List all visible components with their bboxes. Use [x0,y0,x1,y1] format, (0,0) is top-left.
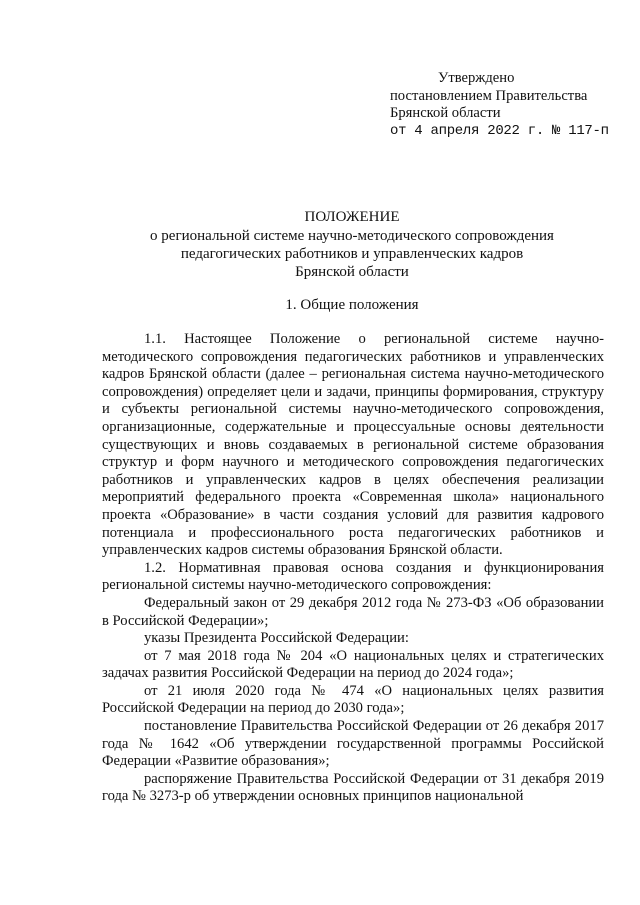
approval-stamp [390,70,609,140]
body-paragraph: распоряжение Правительства Российской Федерации от 31 декабря 2019 года № 3273-р об утверждении основных принципов национальной [102,770,604,805]
approval-line: Брянской области [390,105,501,121]
title-subline: Брянской области [295,264,409,280]
body-paragraph: от 21 июля 2020 года № 474 «О национальных целях развития Российской Федерации на период до 2030 года»; [102,682,604,717]
document-title [100,208,604,281]
title-subline: педагогических работников и управленческих кадров [180,246,524,262]
approval-line: Утверждено [438,70,515,86]
approval-date-number: от 4 апреля 2022 г. № 117-п [390,122,609,139]
title-subline: о региональной системе научно-методического сопровождения [150,228,554,244]
body-paragraph: постановление Правительства Российской Федерации от 26 декабря 2017 года № 1642 «Об утверждении государственной программы Российской Федерации «Развитие образования»; [102,718,604,770]
body-paragraph: 1.2. Нормативная правовая основа создания и функционирования региональной системы научно-методического сопровождения: [102,559,604,594]
body-paragraph: от 7 мая 2018 года № 204 «О национальных целях и стратегических задачах развития Российской Федерации на период до 2024 года»; [102,647,604,682]
approval-line: постановлением Правительства [390,87,588,104]
body-paragraph: Федеральный закон от 29 декабря 2012 года № 273-ФЗ «Об образовании в Российской Федерации»; [102,594,604,629]
body-paragraph: указы Президента Российской Федерации: [144,630,409,647]
body-paragraph: 1.1. Настоящее Положение о региональной системе научно-методического сопровождения педагогических работников и управленческих кадров Брянской области (далее – региональная система научно-методического сопровождения) определяет цели и задачи, принципы формирования, структуру и субъекты региональной системы научно-методического сопровождения, организационные, содержательные и процессуальные основы деятельности существующих и вновь создаваемых в региональной системе образования структур и форм научного и методического сопровождения педагогических работников и управленческих кадров в целях обеспечения реализации мероприятий федерального проекта «Современная школа» национального проекта «Образование» в части создания условий для развития кадрового потенциала и профессионального роста педагогических работников и управленческих кадров системы образования Брянской области. [102,331,604,559]
title-heading: ПОЛОЖЕНИЕ [304,209,400,225]
document-body [102,331,604,806]
section-heading: 1. Общие положения [285,297,419,313]
